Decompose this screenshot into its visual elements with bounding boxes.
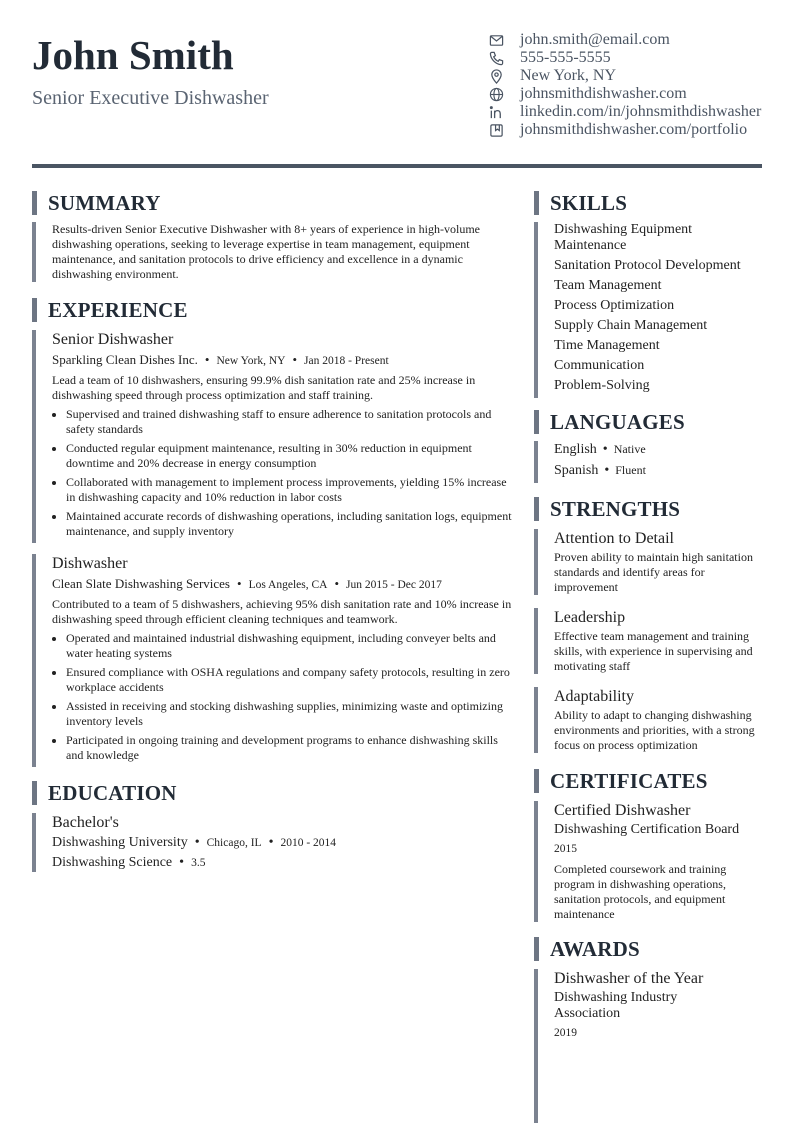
language-level: Fluent: [615, 463, 646, 477]
contact-linkedin[interactable]: [488, 103, 761, 121]
education-meta: Dishwashing University • Chicago, IL • 2010 - 2014: [52, 835, 337, 850]
education-degree: Bachelor's: [52, 814, 119, 831]
contact-list: [488, 31, 761, 139]
contact-portfolio-text: johnsmithdishwasher.com/portfolio: [520, 121, 748, 138]
contact-phone-text: 555-555-5555: [520, 49, 611, 66]
job-location: New York, NY: [216, 355, 286, 367]
strength-title: Adaptability: [554, 688, 634, 705]
job-dates: Jun 2015 - Dec 2017: [346, 579, 442, 591]
job-dates: Jan 2018 - Present: [304, 355, 389, 367]
language-level: Native: [613, 442, 646, 456]
awards-heading: AWARDS: [534, 937, 640, 961]
language-name: English: [554, 442, 597, 457]
phone-icon: [488, 50, 504, 66]
job-title: Senior Dishwasher: [52, 331, 174, 348]
language-item: English • Native: [554, 442, 646, 457]
header-divider: [32, 164, 762, 168]
portfolio-icon: [488, 122, 504, 138]
job-bullets: [52, 631, 512, 763]
job-bullets: [52, 407, 512, 539]
strength-desc: Proven ability to maintain high sanitation standards and identify areas for improvement: [554, 550, 753, 594]
job-location: Los Angeles, CA: [248, 579, 328, 591]
education-field: Dishwashing Science: [52, 855, 173, 870]
job-bullet: • Collaborated with management to implement process improvements, yielding 15% increase in dishwashing capacity and 10% reduction in labor costs: [66, 475, 512, 505]
email-icon: [488, 32, 504, 48]
strength-item: [534, 529, 759, 595]
contact-phone[interactable]: [488, 49, 761, 67]
contact-website-text: johnsmithdishwasher.com: [520, 85, 687, 102]
strength-desc: Effective team management and training skills, with experience in supervising and motivating staff: [554, 629, 753, 673]
education-dates: 2010 - 2014: [280, 837, 337, 849]
skill-item: Supply Chain Management: [554, 318, 708, 333]
summary-heading: SUMMARY: [32, 191, 161, 215]
experience-heading: EXPERIENCE: [32, 298, 188, 322]
skill-item: Communication: [554, 358, 645, 373]
contact-location: [488, 67, 761, 85]
job-bullet: • Ensured compliance with OSHA regulations and company safety protocols, resulting in zero workplace accidents: [66, 665, 512, 695]
skill-item: Team Management: [554, 278, 662, 293]
language-item: Spanish • Fluent: [554, 463, 646, 478]
award-title: Dishwasher of the Year: [554, 970, 704, 987]
award-org: Dishwashing Industry Association: [554, 990, 678, 1021]
job-company: Clean Slate Dishwashing Services: [52, 576, 230, 591]
education-heading: EDUCATION: [32, 781, 177, 805]
globe-icon: [488, 86, 504, 102]
job-bullet: • Assisted in receiving and stocking dishwashing supplies, minimizing waste and optimizing inventory levels: [66, 699, 512, 729]
job-bullet: • Supervised and trained dishwashing staff to ensure adherence to sanitation protocols and safety standards: [66, 407, 512, 437]
award-item: [534, 969, 734, 1123]
summary-text: Results-driven Senior Executive Dishwasher with 8+ years of experience in high-volume dishwashing operations, seeking to leverage expertise in team management, equipment maintenance, and sanitation protocols to drive efficiency and excellence in a dynamic dishwashing environment.: [32, 222, 512, 282]
contact-portfolio[interactable]: [488, 121, 761, 139]
job-bullet: • Maintained accurate records of dishwashing operations, including sanitation logs, equipment maintenance, and supply inventory: [66, 509, 512, 539]
certificate-title: Certified Dishwasher: [554, 802, 691, 819]
certificate-item: [534, 801, 744, 922]
job-meta: Sparkling Clean Dishes Inc. • New York, NY • Jan 2018 - Present: [52, 352, 389, 367]
job-bullet: • Participated in ongoing training and development programs to enhance dishwashing skills and knowledge: [66, 733, 512, 763]
languages-heading: LANGUAGES: [534, 410, 685, 434]
skill-item: Problem-Solving: [554, 378, 650, 393]
contact-website[interactable]: [488, 85, 761, 103]
job-company: Sparkling Clean Dishes Inc.: [52, 352, 198, 367]
skill-item: Sanitation Protocol Development: [554, 258, 741, 273]
skill-item: Process Optimization: [554, 298, 675, 313]
job-title: Dishwasher: [52, 555, 128, 572]
contact-location-text: New York, NY: [520, 67, 617, 84]
certificate-desc: Completed coursework and training program in dishwashing operations, sanitation protocols, and equipment maintenance: [554, 862, 727, 921]
strength-desc: Ability to adapt to changing dishwashing environments and priorities, with a strong focus on process optimization: [554, 708, 755, 752]
strength-title: Leadership: [554, 609, 626, 626]
linkedin-icon: [488, 104, 504, 120]
skill-item: Dishwashing Equipment Maintenance: [554, 222, 693, 253]
award-year: 2019: [554, 1027, 577, 1039]
location-icon: [488, 68, 504, 84]
strength-item: [534, 687, 759, 753]
contact-email[interactable]: [488, 31, 761, 49]
education-location: Chicago, IL: [206, 837, 262, 849]
education-field-row: Dishwashing Science • 3.5: [52, 855, 206, 870]
certificate-org: Dishwashing Certification Board: [554, 822, 740, 837]
education-item: [32, 813, 512, 872]
experience-item: [32, 330, 512, 543]
job-bullet: • Conducted regular equipment maintenance, resulting in 30% reduction in equipment downtime and 20% decrease in energy consumption: [66, 441, 512, 471]
skills-heading: SKILLS: [534, 191, 627, 215]
skill-item: Time Management: [554, 338, 660, 353]
strength-item: [534, 608, 759, 674]
experience-item: [32, 554, 512, 767]
strength-title: Attention to Detail: [554, 530, 674, 547]
job-description: Contributed to a team of 5 dishwashers, achieving 95% dish sanitation rate and 10% increase in dishwashing speed through efficient cleaning techniques and teamwork.: [52, 597, 512, 626]
education-school: Dishwashing University: [52, 835, 188, 850]
language-name: Spanish: [554, 463, 599, 478]
candidate-name: John Smith: [32, 32, 234, 78]
job-bullet: • Operated and maintained industrial dishwashing equipment, including conveyer belts and water heating systems: [66, 631, 512, 661]
contact-linkedin-text: linkedin.com/in/johnsmithdishwasher: [520, 103, 762, 120]
education-gpa: 3.5: [191, 857, 206, 869]
candidate-title: Senior Executive Dishwasher: [32, 87, 269, 109]
certificate-year: 2015: [554, 843, 577, 855]
languages-list: [534, 441, 754, 483]
skills-list: [534, 222, 754, 398]
job-description: Lead a team of 10 dishwashers, ensuring 99.9% dish sanitation rate and 25% increase in dishwashing speed through process optimization and staff training.: [52, 373, 476, 402]
strengths-heading: STRENGTHS: [534, 497, 680, 521]
job-meta: Clean Slate Dishwashing Services • Los Angeles, CA • Jun 2015 - Dec 2017: [52, 576, 442, 591]
contact-email-text: john.smith@email.com: [520, 31, 670, 48]
certificates-heading: CERTIFICATES: [534, 769, 708, 793]
